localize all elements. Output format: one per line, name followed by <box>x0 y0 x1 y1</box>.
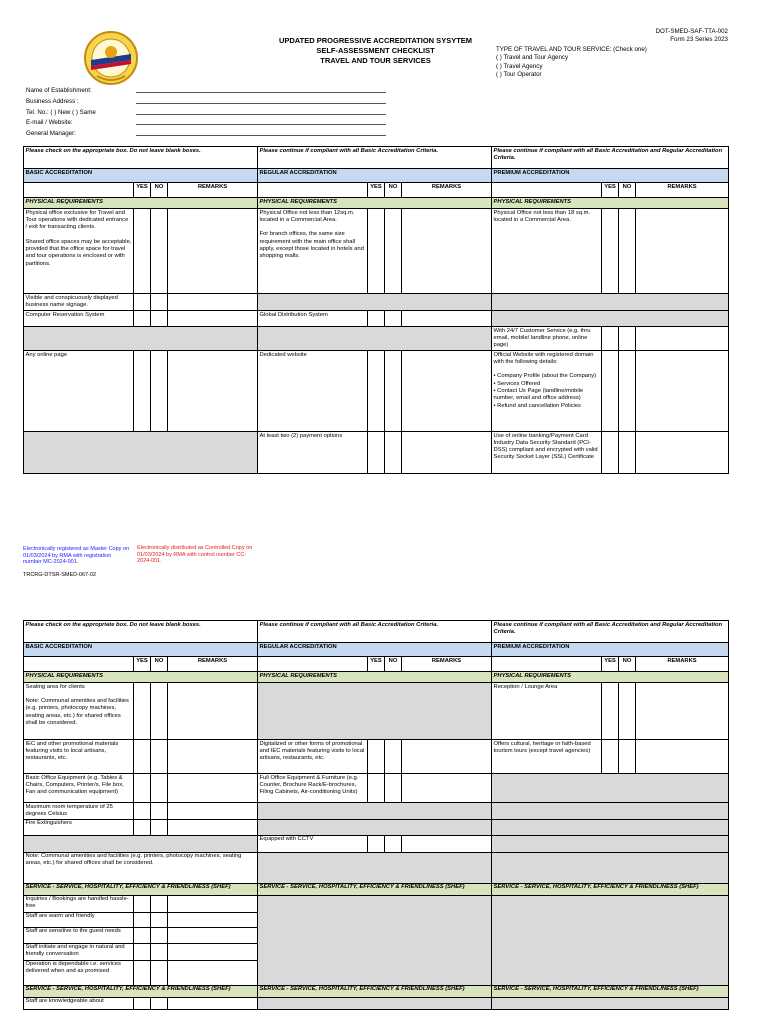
remarks-cell[interactable] <box>402 740 492 774</box>
note-regular: Please continue if compliant with all Basic Accreditation Criteria. <box>258 621 492 643</box>
na-cell <box>258 997 492 1009</box>
no-column-header: NO <box>385 657 402 672</box>
no-checkbox[interactable] <box>151 774 168 803</box>
travel-type-title: TYPE OF TRAVEL AND TOUR SERVICE: (Check one) <box>496 46 647 53</box>
no-checkbox[interactable] <box>385 740 402 774</box>
remarks-cell[interactable] <box>168 774 258 803</box>
remarks-cell[interactable] <box>168 997 258 1009</box>
criterion-note: Note: Communal amenities and facilities (e.g. printers, photocopy machines, seating areas, etc.) for shared offices shall be considered. <box>24 852 258 883</box>
remarks-cell[interactable] <box>168 351 258 432</box>
business-address-field[interactable] <box>136 97 386 104</box>
establishment-name-field[interactable] <box>136 86 386 93</box>
criterion-text: Physical office exclusive for Travel and Tour operations with dedicated entrance / exit for transacting clients. Shared office spaces may be acceptable, provided that the office space for travel and tour operations is enclosed or with partitions. <box>24 209 134 294</box>
remarks-cell[interactable] <box>402 209 492 294</box>
criterion-text: Reception / Lounge Area <box>492 683 602 740</box>
no-checkbox[interactable] <box>151 311 168 327</box>
no-checkbox[interactable] <box>385 351 402 432</box>
remarks-cell[interactable] <box>168 311 258 327</box>
na-cell <box>24 327 258 351</box>
criterion-text: Basic Office Equipment (e.g. Tables & Chairs, Computers, Printer/s, File box, Fan and communication equipment) <box>24 774 134 803</box>
no-checkbox[interactable] <box>151 943 168 960</box>
no-checkbox[interactable] <box>385 774 402 803</box>
no-checkbox[interactable] <box>385 835 402 852</box>
yes-column-header: YES <box>134 657 151 672</box>
no-checkbox[interactable] <box>385 432 402 474</box>
remarks-cell[interactable] <box>402 774 492 803</box>
yes-checkbox[interactable] <box>134 351 151 432</box>
premium-accreditation-header: PREMIUM ACCREDITATION <box>492 169 729 183</box>
criterion-text: Official Website with registered domain with the following details: • Company Profile (about the Company) • Services Offered • Contact Us Page (landline/mobile number, email and office address) • Refund and cancellation Policies <box>492 351 602 432</box>
criterion-text: Physical Office not less than 18 sq.m. located in a Commercial Area. <box>492 209 602 294</box>
general-manager-field[interactable] <box>136 129 386 136</box>
remarks-cell[interactable] <box>402 835 492 852</box>
remarks-column-header: REMARKS <box>168 657 258 672</box>
master-copy-stamp: Electronically registered as Master Copy on 01/03/2024 by RMA with registration number MC-2024-001. <box>23 546 130 565</box>
physical-requirements-premium: PHYSICAL REQUIREMENTS <box>492 198 729 209</box>
no-checkbox[interactable] <box>151 294 168 311</box>
na-cell <box>492 997 729 1009</box>
physical-requirements-regular: PHYSICAL REQUIREMENTS <box>258 198 492 209</box>
remarks-column-header: REMARKS <box>168 183 258 198</box>
remarks-cell[interactable] <box>402 311 492 327</box>
yes-checkbox[interactable] <box>368 209 385 294</box>
service-shef-premium: SERVICE - SERVICE, HOSPITALITY, EFFICIENCY & FRIENDLINESS (SHEF) <box>492 985 729 997</box>
criterion-text: Offers cultural, heritage or faith-based tourism tours (except travel agencies) <box>492 740 602 774</box>
yes-column-header: YES <box>602 657 619 672</box>
na-cell <box>24 835 258 852</box>
remarks-cell[interactable] <box>636 683 729 740</box>
no-checkbox[interactable] <box>151 351 168 432</box>
remarks-column-header: REMARKS <box>402 183 492 198</box>
service-shef-premium: SERVICE - SERVICE, HOSPITALITY, EFFICIENCY & FRIENDLINESS (SHEF) <box>492 883 729 895</box>
travel-type-option-agency[interactable]: ( ) Travel Agency <box>496 62 543 70</box>
establishment-info <box>26 86 386 140</box>
remarks-column-header: REMARKS <box>402 657 492 672</box>
no-column-header: NO <box>385 183 402 198</box>
no-checkbox[interactable] <box>151 819 168 835</box>
remarks-column-header: REMARKS <box>636 657 729 672</box>
remarks-cell[interactable] <box>168 683 258 740</box>
yes-column-header: YES <box>368 183 385 198</box>
no-column-header: NO <box>151 183 168 198</box>
note-regular: Please continue if compliant with all Basic Accreditation Criteria. <box>258 147 492 169</box>
yes-checkbox[interactable] <box>134 819 151 835</box>
remarks-cell[interactable] <box>636 209 729 294</box>
na-cell <box>258 294 492 311</box>
criterion-text: Dedicated website <box>258 351 368 432</box>
criterion-text: Fire Extinguishers <box>24 819 134 835</box>
remarks-cell[interactable] <box>168 912 258 927</box>
na-cell <box>492 774 729 803</box>
remarks-cell[interactable] <box>168 209 258 294</box>
yes-checkbox[interactable] <box>368 835 385 852</box>
na-cell <box>492 819 729 835</box>
no-checkbox[interactable] <box>619 327 636 351</box>
remarks-cell[interactable] <box>402 351 492 432</box>
yes-checkbox[interactable] <box>602 740 619 774</box>
criterion-text: Global Distribution System <box>258 311 368 327</box>
remarks-cell[interactable] <box>168 960 258 985</box>
criterion-text: Staff are knowledgeable about <box>24 997 134 1009</box>
na-cell <box>258 852 492 883</box>
na-cell <box>258 327 492 351</box>
na-cell <box>492 835 729 852</box>
remarks-cell[interactable] <box>168 740 258 774</box>
criterion-text: At least two (2) payment options <box>258 432 368 474</box>
note-premium: Please continue if compliant with all Basic Accreditation and Regular Accreditation Criteria. <box>492 621 729 643</box>
criterion-text: Maximum room temperature of 25 degrees Celsius <box>24 803 134 820</box>
title-line-2: SELF-ASSESSMENT CHECKLIST <box>316 46 435 55</box>
criterion-text: Any online page <box>24 351 134 432</box>
remarks-cell[interactable] <box>636 351 729 432</box>
na-cell <box>492 895 729 985</box>
no-column-header: NO <box>619 183 636 198</box>
title-line-3: TRAVEL AND TOUR SERVICES <box>320 56 431 65</box>
checklist-table-2 <box>23 620 729 1010</box>
no-checkbox[interactable] <box>151 895 168 912</box>
criterion-text: Computer Reservation System <box>24 311 134 327</box>
no-checkbox[interactable] <box>151 997 168 1009</box>
note-basic: Please check on the appropriate box. Do not leave blank boxes. <box>24 621 258 643</box>
remarks-cell[interactable] <box>168 294 258 311</box>
no-column-header: NO <box>151 657 168 672</box>
form-code <box>656 28 728 44</box>
no-checkbox[interactable] <box>619 432 636 474</box>
title-line-1: UPDATED PROGRESSIVE ACCREDITATION SYSYTEM <box>278 36 473 45</box>
no-checkbox[interactable] <box>151 927 168 943</box>
yes-checkbox[interactable] <box>134 960 151 985</box>
yes-checkbox[interactable] <box>134 943 151 960</box>
criterion-text: Staff are sensitive to the guest needs <box>24 927 134 943</box>
na-cell <box>492 803 729 820</box>
travel-service-type <box>496 46 647 80</box>
criterion-text: Equipped with CCTV <box>258 835 368 852</box>
yes-checkbox[interactable] <box>134 740 151 774</box>
yes-checkbox[interactable] <box>368 432 385 474</box>
yes-checkbox[interactable] <box>134 774 151 803</box>
form-header <box>23 22 728 143</box>
yes-checkbox[interactable] <box>134 294 151 311</box>
premium-accreditation-header: PREMIUM ACCREDITATION <box>492 643 729 657</box>
checklist-table-1 <box>23 146 729 474</box>
no-checkbox[interactable] <box>619 740 636 774</box>
form-code-number: DOT-SMED-SAF-TTA-002 <box>655 28 728 35</box>
email-website-label: E-mail / Website: <box>26 119 73 127</box>
criterion-text: Digitalized or other forms of promotional and IEC materials featuring visits to local artisans, restaurants, etc. <box>258 740 368 774</box>
physical-requirements-basic: PHYSICAL REQUIREMENTS <box>24 198 258 209</box>
na-cell <box>24 432 258 474</box>
basic-accreditation-header: BASIC ACCREDITATION <box>24 169 258 183</box>
yes-checkbox[interactable] <box>602 327 619 351</box>
na-cell <box>258 819 492 835</box>
yes-checkbox[interactable] <box>134 997 151 1009</box>
no-checkbox[interactable] <box>619 209 636 294</box>
remarks-cell[interactable] <box>168 803 258 820</box>
yes-checkbox[interactable] <box>602 683 619 740</box>
no-checkbox[interactable] <box>151 803 168 820</box>
remarks-cell[interactable] <box>636 432 729 474</box>
na-cell <box>492 311 729 327</box>
yes-checkbox[interactable] <box>602 209 619 294</box>
yes-column-header: YES <box>134 183 151 198</box>
service-shef-regular: SERVICE - SERVICE, HOSPITALITY, EFFICIENCY & FRIENDLINESS (SHEF) <box>258 985 492 997</box>
travel-type-option-agency-tour[interactable]: ( ) Travel and Tour Agency <box>496 54 569 62</box>
tel-no-field[interactable] <box>136 108 386 115</box>
remarks-cell[interactable] <box>168 943 258 960</box>
remarks-cell[interactable] <box>168 819 258 835</box>
no-checkbox[interactable] <box>619 683 636 740</box>
email-website-field[interactable] <box>136 118 386 125</box>
criterion-text: Use of online banking/Payment Card Industry Data Security Standard (PCI-DSS) compliant and encrypted with valid Security Socket Layer (SSL) Certificate <box>492 432 602 474</box>
remarks-cell[interactable] <box>636 740 729 774</box>
no-column-header: NO <box>619 657 636 672</box>
criterion-text: Inquiries / Bookings are handled hassle-free <box>24 895 134 912</box>
service-shef-basic: SERVICE - SERVICE, HOSPITALITY, EFFICIENCY & FRIENDLINESS (SHEF) <box>24 883 258 895</box>
yes-checkbox[interactable] <box>134 311 151 327</box>
yes-checkbox[interactable] <box>134 927 151 943</box>
yes-checkbox[interactable] <box>134 803 151 820</box>
remarks-cell[interactable] <box>168 927 258 943</box>
criterion-text: Seating area for clients Note: Communal amenities and facilities (e.g. printers, photocopy machines, seating areas, etc.) for shared offices shall be considered. <box>24 683 134 740</box>
remarks-cell[interactable] <box>402 432 492 474</box>
remarks-column-header: REMARKS <box>636 183 729 198</box>
no-checkbox[interactable] <box>151 209 168 294</box>
yes-column-header: YES <box>368 657 385 672</box>
criterion-text: Full Office Equipment & Furniture (e.g. Counter, Brochure Rack/E-brochures, Filing Cabinets, Air-conditioning Units) <box>258 774 368 803</box>
document-code: TRCRG-DTSR-SMED-067-02 <box>23 572 97 578</box>
yes-checkbox[interactable] <box>368 774 385 803</box>
regular-accreditation-header: REGULAR ACCREDITATION <box>258 643 492 657</box>
travel-type-option-operator[interactable]: ( ) Tour Operator <box>496 71 542 79</box>
na-cell <box>492 852 729 883</box>
note-premium: Please continue if compliant with all Basic Accreditation and Regular Accreditation Criteria. <box>492 147 729 169</box>
criterion-text: Visible and conspicuously displayed business name signage. <box>24 294 134 311</box>
yes-checkbox[interactable] <box>602 351 619 432</box>
no-checkbox[interactable] <box>619 351 636 432</box>
yes-checkbox[interactable] <box>134 895 151 912</box>
physical-requirements-regular: PHYSICAL REQUIREMENTS <box>258 672 492 683</box>
note-basic: Please check on the appropriate box. Do not leave blank boxes. <box>24 147 258 169</box>
physical-requirements-premium: PHYSICAL REQUIREMENTS <box>492 672 729 683</box>
service-shef-basic: SERVICE - SERVICE, HOSPITALITY, EFFICIENCY & FRIENDLINESS (SHEF) <box>24 985 258 997</box>
basic-accreditation-header: BASIC ACCREDITATION <box>24 643 258 657</box>
yes-checkbox[interactable] <box>368 740 385 774</box>
physical-requirements-basic: PHYSICAL REQUIREMENTS <box>24 672 258 683</box>
yes-column-header: YES <box>602 183 619 198</box>
criterion-text: Physical Office not less than 12sq.m. located in a Commercial Area. For branch offices, the same size requirement with the main office shall apply, except those located in hotels and shopping malls. <box>258 209 368 294</box>
no-checkbox[interactable] <box>151 683 168 740</box>
business-address-label: Business Address : <box>26 97 79 105</box>
no-checkbox[interactable] <box>385 311 402 327</box>
general-manager-label: General Manager: <box>26 130 76 138</box>
no-checkbox[interactable] <box>385 209 402 294</box>
establishment-name-label: Name of Establishment: <box>26 87 92 94</box>
criterion-text: IEC and other promotional materials featuring visits to local artisans, restaurants, etc. <box>24 740 134 774</box>
tel-no-label: Tel. No.: ( ) New ( ) Same <box>26 108 96 116</box>
controlled-copy-stamp: Electronically distributed as Controlled Copy on 01/03/2024 by RMA with control number CC-2024-001. <box>137 545 253 564</box>
yes-checkbox[interactable] <box>368 351 385 432</box>
criterion-text: With 24/7 Customer Service (e.g. thru email, mobile/ landline phone, online page) <box>492 327 602 351</box>
remarks-cell[interactable] <box>636 327 729 351</box>
na-cell <box>258 803 492 820</box>
no-checkbox[interactable] <box>151 912 168 927</box>
remarks-cell[interactable] <box>168 895 258 912</box>
regular-accreditation-header: REGULAR ACCREDITATION <box>258 169 492 183</box>
no-checkbox[interactable] <box>151 740 168 774</box>
no-checkbox[interactable] <box>151 960 168 985</box>
yes-checkbox[interactable] <box>134 912 151 927</box>
criterion-text: Operation is dependable i.e. services delivered when and as promised <box>24 960 134 985</box>
na-cell <box>258 895 492 985</box>
na-cell <box>258 683 492 740</box>
service-shef-regular: SERVICE - SERVICE, HOSPITALITY, EFFICIENCY & FRIENDLINESS (SHEF) <box>258 883 492 895</box>
yes-checkbox[interactable] <box>134 683 151 740</box>
criterion-text: Staff are warm and friendly <box>24 912 134 927</box>
yes-checkbox[interactable] <box>602 432 619 474</box>
checklist-page-1 <box>23 22 728 461</box>
yes-checkbox[interactable] <box>134 209 151 294</box>
na-cell <box>492 294 729 311</box>
yes-checkbox[interactable] <box>368 311 385 327</box>
criterion-text: Staff initiate and engage in natural and friendly conversation <box>24 943 134 960</box>
form-series: Form 23 Series 2023 <box>670 36 728 43</box>
